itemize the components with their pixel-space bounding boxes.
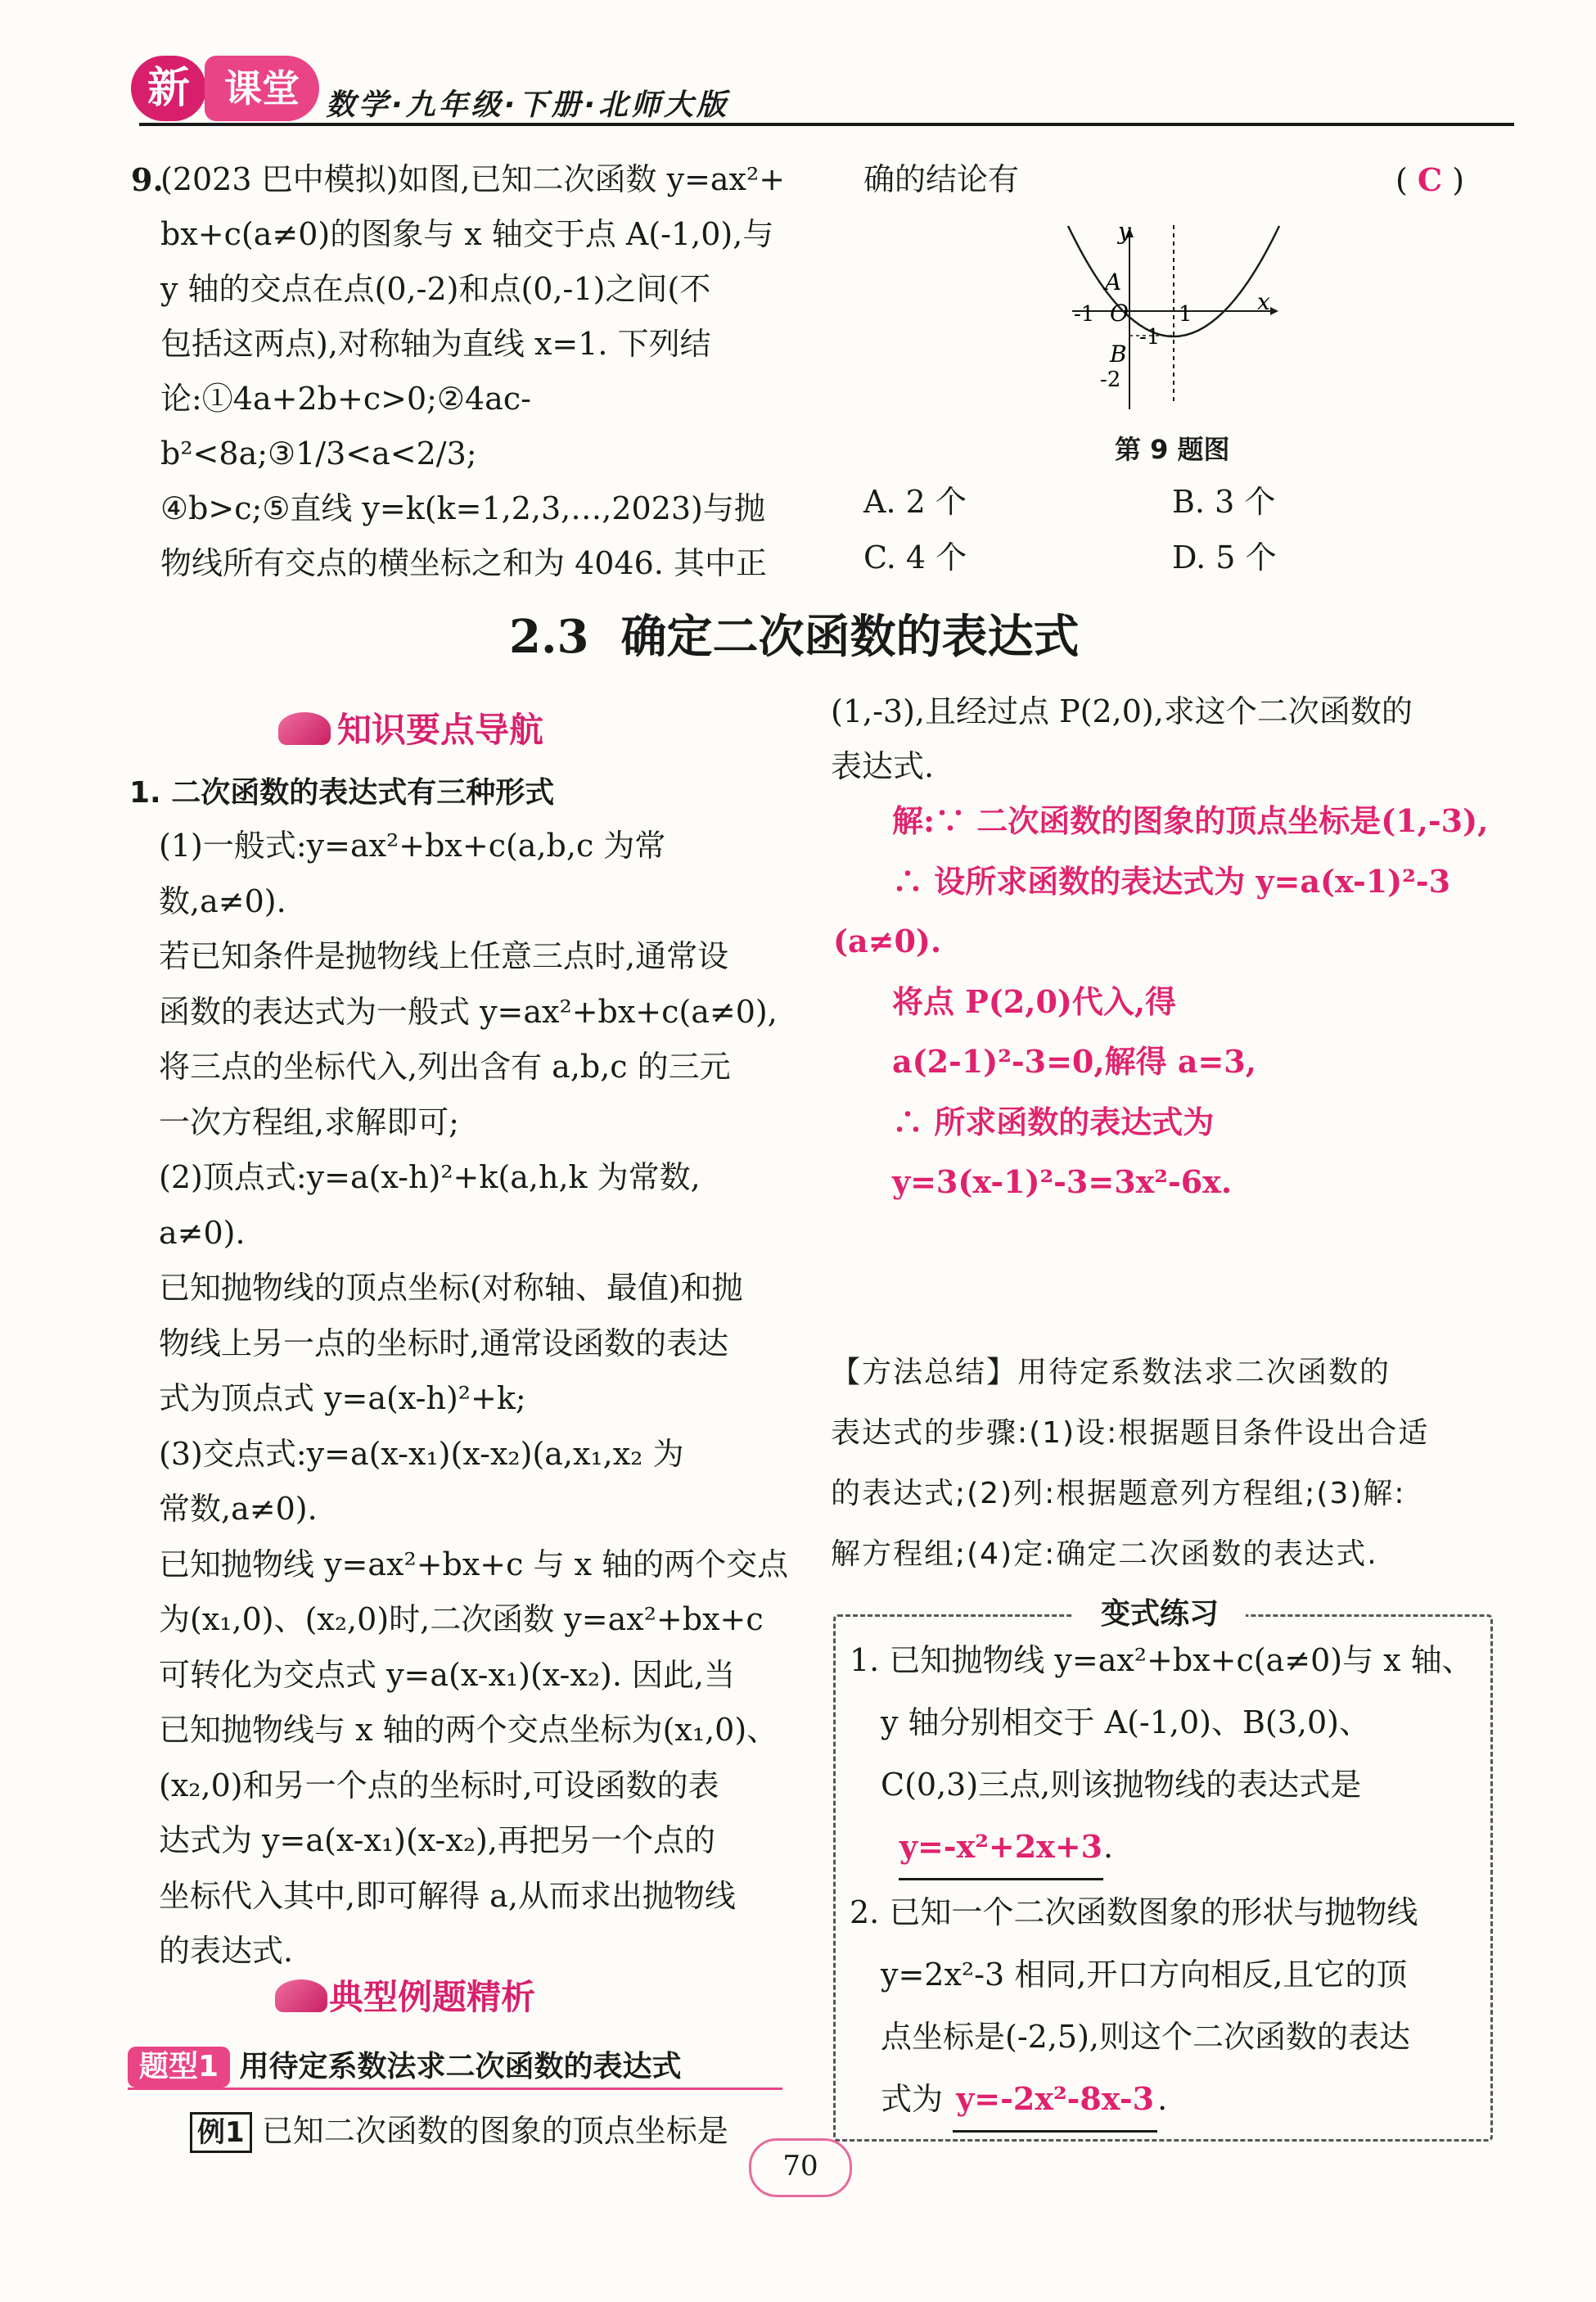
label-o: O (1110, 300, 1129, 327)
examples-icon (275, 1979, 327, 2012)
knowledge-line: 已知抛物线的顶点坐标(对称轴、最值)和抛 (159, 1270, 743, 1306)
variation-q2-answer: y=-2x²-8x-3 (953, 2068, 1157, 2133)
variation-heading: 变式练习 (1074, 1593, 1246, 1636)
knowledge-line: 若已知条件是抛物线上任意三点时,通常设 (159, 938, 729, 974)
variation-q1-answer-line (850, 1816, 1488, 1880)
label-1-x: 1 (1179, 302, 1192, 327)
q9-line: (2023 巴中模拟)如图,已知二次函数 y=ax²+ (160, 161, 786, 197)
knowledge-line: a≠0). (159, 1214, 246, 1251)
logo-text-new: 新 (147, 64, 190, 113)
variation-q1 (850, 1629, 1488, 1880)
x-axis-arrow (1270, 307, 1278, 315)
variation-q1-line: 1. 已知抛物线 y=ax²+bx+c(a≠0)与 x 轴、 (850, 1642, 1473, 1678)
method-line: 解方程组;(4)定:确定二次函数的表达式. (831, 1537, 1378, 1571)
type-tag: 题型1 (128, 2047, 230, 2088)
solution-line: 解:∵ 二次函数的图象的顶点坐标是(1,-3), (892, 802, 1489, 839)
knowledge-line: 将三点的坐标代入,列出含有 a,b,c 的三元 (159, 1049, 731, 1085)
variation-q1-answer: y=-x²+2x+3 (899, 1816, 1103, 1880)
knowledge-line: (3)交点式:y=a(x-x₁)(x-x₂)(a,x₁,x₂ 为 (159, 1435, 684, 1472)
section-name: 确定二次函数的表达式 (620, 610, 1080, 664)
examples-heading: 典型例题精析 (329, 1977, 536, 2017)
option-d: D. 5 个 (1172, 539, 1277, 576)
question-number: 9. (131, 161, 164, 198)
knowledge-line: 式为顶点式 y=a(x-h)²+k; (159, 1380, 526, 1416)
label-y: y (1118, 221, 1131, 245)
solution-line: 将点 P(2,0)代入,得 (892, 982, 1177, 1020)
logo-text-classroom: 课堂 (224, 66, 300, 111)
knowledge-line: 常数,a≠0). (159, 1491, 318, 1527)
method-summary (831, 1343, 1502, 1585)
knowledge-line: 一次方程组,求解即可; (159, 1104, 459, 1140)
example-line: (1,-3),且经过点 P(2,0),求这个二次函数的 (831, 693, 1413, 729)
example-1-start (190, 2104, 728, 2159)
example-1-continued (831, 684, 1502, 794)
figure-caption: 第 9 题图 (1115, 434, 1230, 465)
period: . (1157, 2081, 1168, 2117)
method-line: 【方法总结】用待定系数法求二次函数的 (831, 1356, 1391, 1389)
parabola-figure (1064, 221, 1293, 418)
variation-q2-line: y=2x²-3 相同,开口方向相反,且它的顶 (881, 1957, 1408, 1993)
question-9 (131, 152, 786, 591)
type-heading (128, 2047, 782, 2090)
header-subtitle: 数学·九年级·下册·北师大版 (326, 88, 730, 122)
variation-q2-line: 2. 已知一个二次函数图象的形状与抛物线 (850, 1894, 1418, 1930)
method-line: 表达式的步骤:(1)设:根据题目条件设出合适 (831, 1416, 1430, 1450)
question-9-body (131, 152, 786, 591)
knowledge-icon (278, 712, 331, 745)
variation-q1-line: y 轴分别相交于 A(-1,0)、B(3,0)、 (881, 1704, 1370, 1740)
method-line: 的表达式;(2)列:根据题意列方程组;(3)解: (831, 1477, 1406, 1510)
logo-badge-classroom (205, 56, 319, 121)
page-number: 70 (749, 2138, 852, 2197)
q9-answer: C (1417, 161, 1443, 198)
knowledge-line: 已知抛物线 y=ax²+bx+c 与 x 轴的两个交点 (159, 1546, 789, 1582)
knowledge-line: 坐标代入其中,即可解得 a,从而求出抛物线 (159, 1877, 736, 1914)
label-neg2-y: -2 (1100, 368, 1121, 392)
logo-badge-new (131, 56, 206, 121)
section-title (509, 604, 1079, 670)
example-tag: 例1 (190, 2112, 252, 2153)
solution-line: ∴ 所求函数的表达式为 (892, 1103, 1215, 1140)
section-number: 2.3 (509, 610, 589, 664)
label-b: B (1110, 341, 1127, 368)
bracket-open: ( (1395, 162, 1408, 198)
variation-q2-line: 点坐标是(-2,5),则这个二次函数的表达 (881, 2019, 1411, 2055)
knowledge-body (129, 819, 792, 1979)
knowledge-line: 达式为 y=a(x-x₁)(x-x₂),再把另一个点的 (159, 1822, 715, 1858)
solution-line: y=3(x-1)²-3=3x²-6x. (892, 1163, 1233, 1200)
q9-line: bx+c(a≠0)的图象与 x 轴交于点 A(-1,0),与 (160, 216, 774, 252)
label-x: x (1257, 288, 1270, 315)
period: . (1103, 1829, 1114, 1865)
q9-line: 论:①4a+2b+c>0;②4ac-b²<8a;③1/3<a<2/3; (160, 381, 531, 472)
knowledge-point-title: 1. 二次函数的表达式有三种形式 (129, 776, 555, 810)
answer-prefix: 式为 (881, 2081, 944, 2117)
knowledge-line: 为(x₁,0)、(x₂,0)时,二次函数 y=ax²+bx+c (159, 1601, 764, 1637)
label-a: A (1105, 269, 1122, 296)
knowledge-section (129, 768, 792, 1979)
variation-q2-answer-line (850, 2068, 1488, 2133)
solution-line: ∴ 设所求函数的表达式为 y=a(x-1)²-3 (892, 862, 1451, 900)
solution-line: (a≠0). (833, 923, 942, 959)
q9-line: ④b>c;⑤直线 y=k(k=1,2,3,…,2023)与抛 (160, 490, 765, 526)
example-line: 表达式. (831, 748, 935, 784)
option-b: B. 3 个 (1172, 484, 1276, 520)
variation-q1-line: C(0,3)三点,则该抛物线的表达式是 (881, 1767, 1362, 1803)
solution (833, 791, 1514, 1212)
header-rule (139, 123, 1514, 126)
knowledge-line: 的表达式. (159, 1933, 294, 1969)
bracket-close: ) (1452, 162, 1465, 198)
option-c: C. 4 个 (863, 539, 967, 576)
solution-line: a(2-1)²-3=0,解得 a=3, (892, 1043, 1256, 1080)
knowledge-line: (1)一般式:y=ax²+bx+c(a,b,c 为常数,a≠0). (159, 828, 666, 919)
example-line: 已知二次函数的图象的顶点坐标是 (261, 2113, 728, 2149)
knowledge-line: (x₂,0)和另一个点的坐标时,可设函数的表 (159, 1767, 719, 1803)
knowledge-line: 函数的表达式为一般式 y=ax²+bx+c(a≠0), (159, 993, 778, 1030)
knowledge-line: (2)顶点式:y=a(x-h)²+k(a,h,k 为常数, (159, 1159, 701, 1195)
knowledge-heading: 知识要点导航 (337, 710, 544, 750)
label-neg1-y: -1 (1139, 325, 1161, 350)
knowledge-line: 物线上另一点的坐标时,通常设函数的表达 (159, 1325, 729, 1361)
q9-line: 物线所有交点的横坐标之和为 4046. 其中正 (160, 545, 767, 581)
q9-line: y 轴的交点在点(0,-2)和点(0,-1)之间(不 (160, 271, 711, 307)
type-title: 用待定系数法求二次函数的表达式 (239, 2050, 682, 2083)
answer-bracket (1395, 152, 1464, 208)
option-a: A. 2 个 (863, 484, 967, 520)
variation-q2 (850, 1881, 1488, 2133)
knowledge-line: 已知抛物线与 x 轴的两个交点坐标为(x₁,0)、 (159, 1712, 778, 1748)
page-header (0, 0, 1596, 156)
q9-line: 包括这两点),对称轴为直线 x=1. 下列结 (160, 326, 711, 362)
q9-continuation: 确的结论有 (863, 161, 1020, 197)
label-neg1-x: -1 (1074, 302, 1095, 327)
knowledge-line: 可转化为交点式 y=a(x-x₁)(x-x₂). 因此,当 (159, 1656, 736, 1693)
